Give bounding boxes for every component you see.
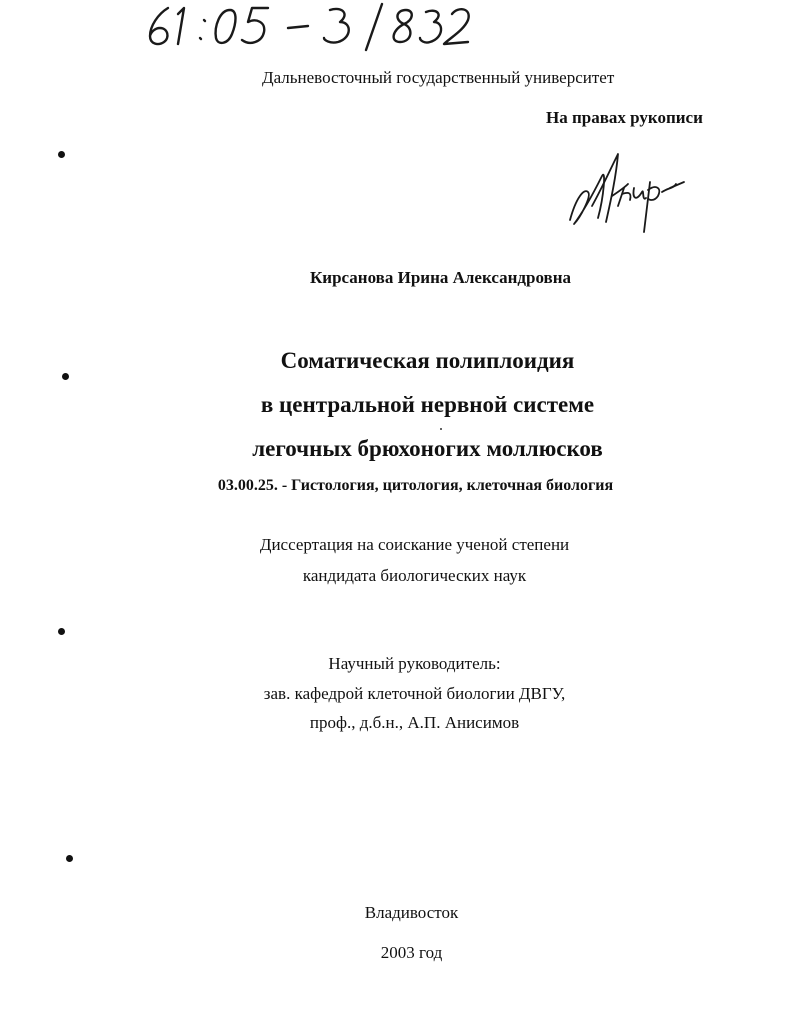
dissertation-title-line-1: Соматическая полиплоидия	[280, 348, 575, 373]
rights-notice: На правах рукописи	[546, 108, 703, 127]
supervisor-position: зав. кафедрой клеточной биологии ДВГУ,	[263, 684, 566, 703]
supervisor-name: проф., д.б.н., А.П. Анисимов	[309, 713, 520, 732]
dissertation-title-line-3: легочных брюхоногих моллюсков	[252, 436, 603, 461]
degree-line-1: Диссертация на соискание ученой степени	[259, 535, 570, 554]
archive-code-handwriting	[138, 0, 478, 52]
binding-hole-mark	[62, 373, 69, 380]
specialty-code: 03.00.25. - Гистология, цитология, клеточная биология	[217, 477, 614, 494]
dissertation-title-line-2: в центральной нервной системе	[260, 392, 595, 417]
supervisor-heading: Научный руководитель:	[328, 654, 501, 673]
scan-speck	[440, 428, 442, 430]
university-name: Дальневосточный государственный университет	[262, 68, 615, 87]
year: 2003 год	[380, 943, 443, 962]
degree-line-2: кандидата биологических наук	[302, 566, 527, 585]
binding-hole-mark	[66, 855, 73, 862]
city: Владивосток	[364, 903, 459, 922]
binding-hole-mark	[58, 151, 65, 158]
binding-hole-mark	[58, 628, 65, 635]
signature	[562, 148, 687, 233]
author-name: Кирсанова Ирина Александровна	[309, 268, 572, 287]
